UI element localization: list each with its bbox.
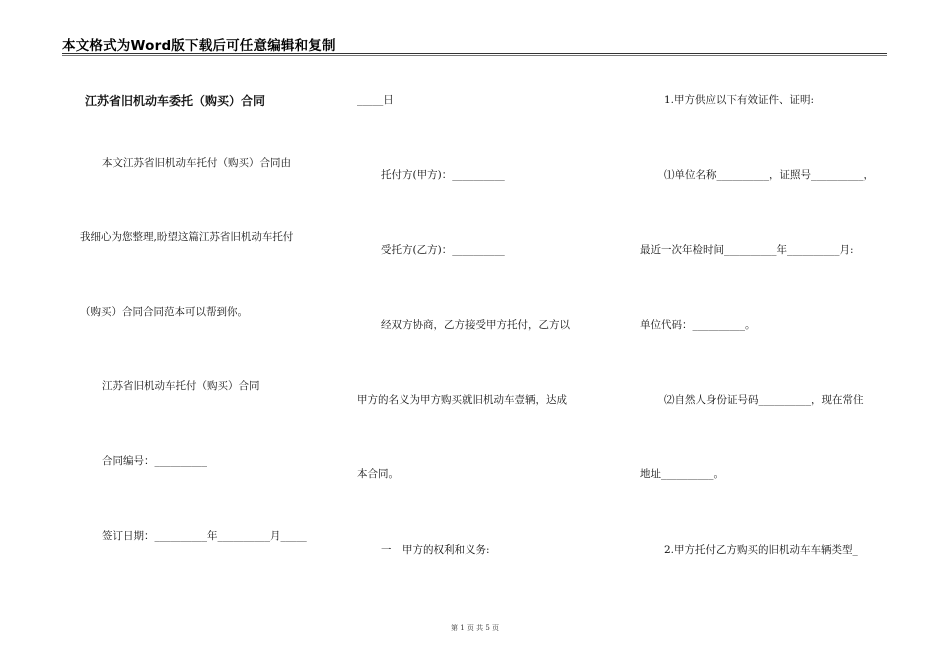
middle-paragraph-line: 经双方协商，乙方接受甲方托付，乙方以 xyxy=(381,319,570,331)
right-paragraph-line: 1.甲方供应以下有效证件、证明: xyxy=(664,94,815,106)
header-rule-secondary xyxy=(62,55,887,56)
right-paragraph-line: 2.甲方托付乙方购买的旧机动车车辆类型_ xyxy=(664,544,858,556)
middle-paragraph-line: 甲方的名义为甲方购买就旧机动车壹辆，达成 xyxy=(357,394,567,406)
right-paragraph-line: 单位代码：__________。 xyxy=(640,319,756,331)
left-paragraph-line: 本文江苏省旧机动车托付（购买）合同由 xyxy=(102,157,291,169)
right-paragraph-line: ⑵自然人身份证号码__________，现在常住 xyxy=(664,394,864,406)
middle-paragraph-line: 本合同。 xyxy=(357,468,399,480)
document-header-banner: 本文格式为Word版下载后可任意编辑和复制 xyxy=(62,38,336,54)
left-paragraph-line: 我细心为您整理,盼望这篇江苏省旧机动车托付 xyxy=(80,231,294,243)
agent-party-field: 受托方(乙方)：__________ xyxy=(381,244,505,256)
principal-party-field: 托付方(甲方)：__________ xyxy=(381,169,505,181)
page-number-footer: 第 1 页 共 5 页 xyxy=(450,624,500,632)
left-paragraph-line: （购买）合同合同范本可以帮到你。 xyxy=(80,306,248,318)
middle-paragraph-line: _____日 xyxy=(357,94,394,106)
header-rule xyxy=(62,53,887,54)
section-heading: 一 甲方的权利和义务: xyxy=(381,544,490,556)
contract-title: 江苏省旧机动车委托（购买）合同 xyxy=(85,94,266,108)
contract-number-field: 合同编号：__________ xyxy=(102,455,207,467)
right-paragraph-line: 最近一次年检时间__________年__________月: xyxy=(640,244,854,256)
left-subtitle-line: 江苏省旧机动车托付（购买）合同 xyxy=(102,380,260,392)
signing-date-field: 签订日期：__________年__________月_____ xyxy=(102,530,307,542)
right-paragraph-line: ⑴单位名称__________，证照号__________， xyxy=(664,169,874,181)
right-paragraph-line: 地址__________。 xyxy=(640,468,724,480)
